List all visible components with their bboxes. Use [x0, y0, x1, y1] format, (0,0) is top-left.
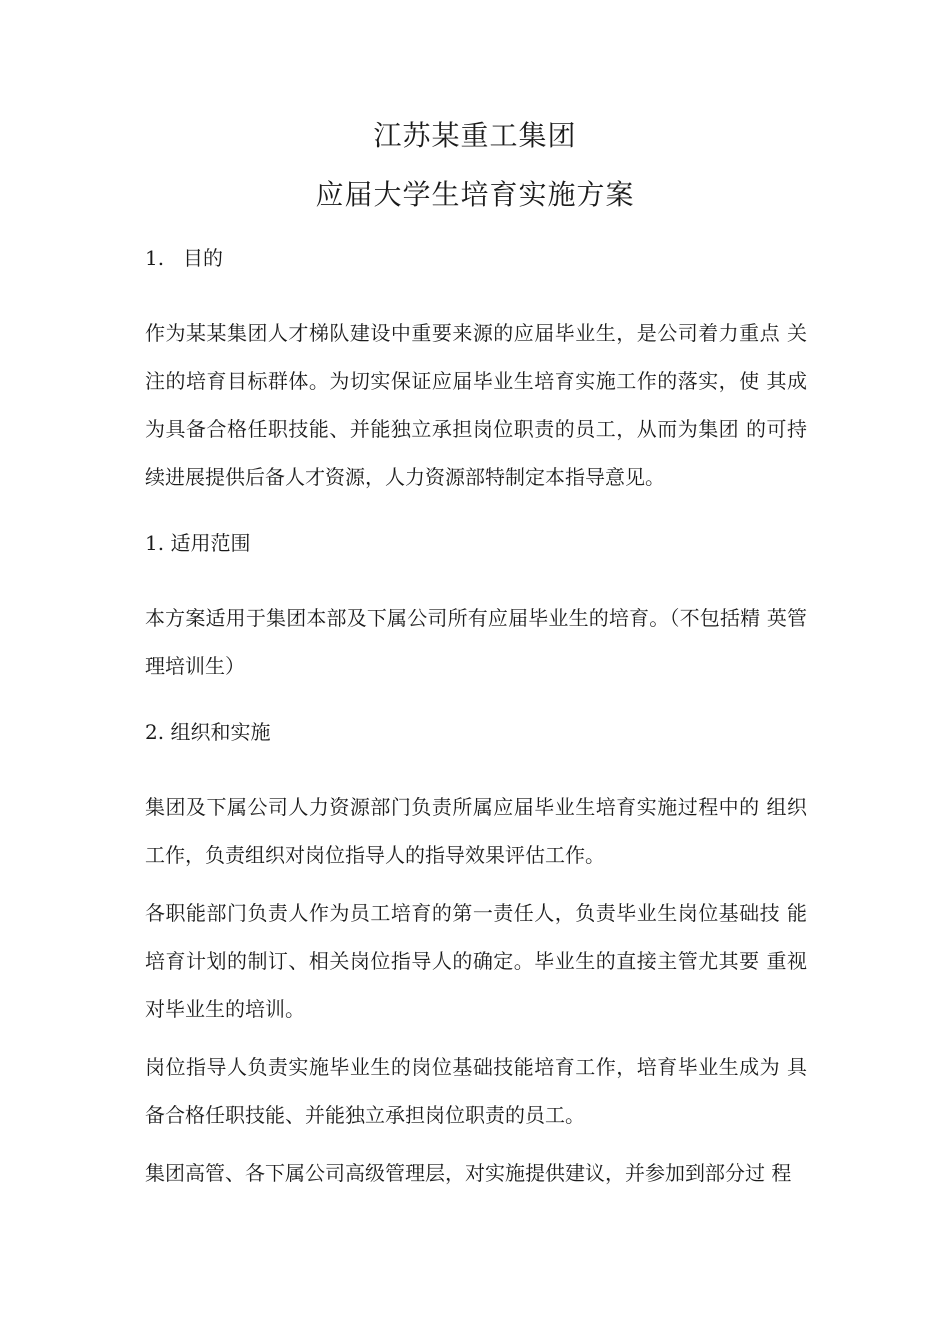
section-heading-purpose: [145, 240, 807, 276]
paragraph: 集团及下属公司人力资源部门负责所属应届毕业生培育实施过程中的 组织工作，负责组织对岗位指导人的指导效果评估工作。: [145, 795, 807, 867]
section-heading-scope: 1. 适用范围: [145, 531, 251, 555]
section-heading-text: 目的: [183, 246, 223, 270]
paragraph: 作为某某集团人才梯队建设中重要来源的应届毕业生，是公司着力重点 关注的培育目标群体。为切实保证应届毕业生培育实施工作的落实，使 其成为具备合格任职技能、并能独立承担岗位职责的员工，从而为集团 的可持续进展提供后备人才资源，人力资源部特制定本指导意见。: [145, 321, 807, 489]
document-title-line1: 江苏某重工集团: [373, 119, 577, 152]
paragraph: 岗位指导人负责实施毕业生的岗位基础技能培育工作，培育毕业生成为 具备合格任职技能、并能独立承担岗位职责的员工。: [145, 1055, 807, 1127]
document-title-line2: 应届大学生培育实施方案: [315, 178, 635, 211]
document-body: [145, 240, 807, 1207]
paragraph: 本方案适用于集团本部及下属公司所有应届毕业生的培育。（不包括精 英管理培训生）: [145, 606, 807, 678]
section-heading-organization: 2. 组织和实施: [145, 720, 271, 744]
paragraph: 各职能部门负责人作为员工培育的第一责任人，负责毕业生岗位基础技 能培育计划的制订、相关岗位指导人的确定。毕业生的直接主管尤其要 重视对毕业生的培训。: [145, 901, 807, 1021]
section-number: 1.: [145, 246, 165, 270]
paragraph: 集团高管、各下属公司高级管理层，对实施提供建议，并参加到部分过 程: [145, 1161, 792, 1185]
